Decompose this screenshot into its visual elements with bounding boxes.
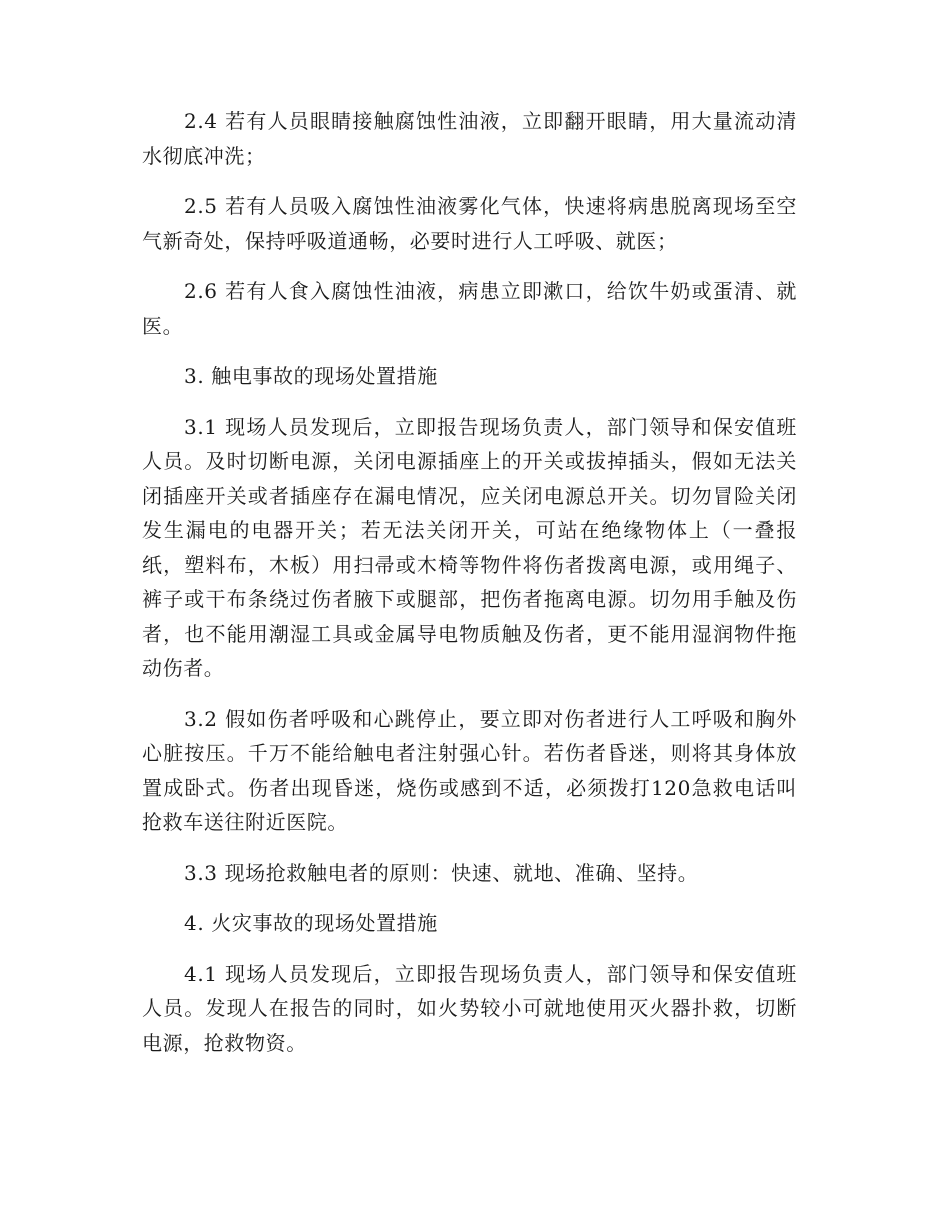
paragraph-3-2: 3.2 假如伤者呼吸和心跳停止，要立即对伤者进行人工呼吸和胸外心脏按压。千万不能给触电者注射强心针。若伤者昏迷，则将其身体放置成卧式。伤者出现昏迷，烧伤或感到不适，必须拨打120急救电话叫抢救车送往附近医院。 bbox=[142, 706, 797, 834]
paragraph-3-3: 3.3 现场抢救触电者的原则：快速、就地、准确、坚持。 bbox=[184, 860, 699, 885]
section-heading-4: 4. 火灾事故的现场处置措施 bbox=[184, 911, 438, 935]
section-heading-3: 3. 触电事故的现场处置措施 bbox=[184, 364, 438, 388]
paragraph-2-6: 2.6 若有人食入腐蚀性油液，病患立即漱口，给饮牛奶或蛋清、就医。 bbox=[142, 279, 797, 338]
paragraph-4-1: 4.1 现场人员发现后，立即报告现场负责人，部门领导和保安值班人员。发现人在报告的同时，如火势较小可就地使用灭火器扑救，切断电源，抢救物资。 bbox=[142, 961, 797, 1055]
document-body bbox=[142, 104, 797, 1076]
paragraph-2-5: 2.5 若有人员吸入腐蚀性油液雾化气体，快速将病患脱离现场至空气新奇处，保持呼吸道通畅，必要时进行人工呼吸、就医； bbox=[142, 194, 797, 253]
paragraph-3-1: 3.1 现场人员发现后，立即报告现场负责人，部门领导和保安值班人员。及时切断电源，关闭电源插座上的开关或拔掉插头，假如无法关闭插座开关或者插座存在漏电情况，应关闭电源总开关。切勿冒险关闭发生漏电的电器开关；若无法关闭开关，可站在绝缘物体上（一叠报纸，塑料布，木板）用扫帚或木椅等物件将伤者拨离电源，或用绳子、裤子或干布条绕过伤者腋下或腿部，把伤者拖离电源。切勿用手触及伤者，也不能用潮湿工具或金属导电物质触及伤者，更不能用湿润物件拖动伤者。 bbox=[142, 414, 797, 680]
paragraph-2-4: 2.4 若有人员眼睛接触腐蚀性油液，立即翻开眼睛，用大量流动清水彻底冲洗； bbox=[142, 109, 797, 168]
